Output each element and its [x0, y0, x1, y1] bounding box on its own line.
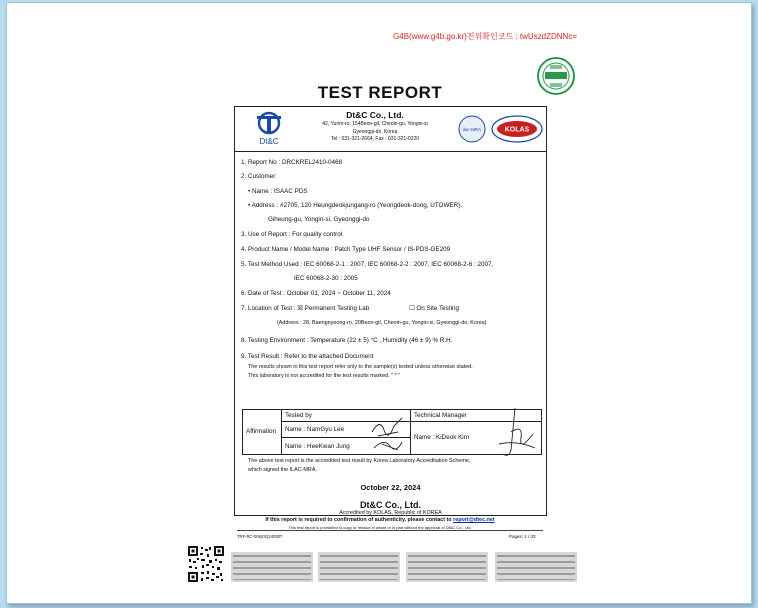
date-of-test: 6. Date of Test : October 01, 2024 ~ October 11, 2024 [241, 290, 391, 297]
company-block [297, 110, 453, 143]
certificate-box [234, 106, 547, 516]
company-phone: Tel : 031-321-2664, Fax : 031-321-0220 [330, 136, 420, 142]
accredited-statement-2: which signed the ILAC-MRA. [248, 467, 317, 473]
signature-2-icon [493, 404, 539, 462]
company-address-2: Gyeonggi-do, Korea [352, 128, 398, 135]
test-method-2: IEC 60068-2-30 : 2005 [294, 275, 358, 282]
location-of-test: 7. Location of Test : ☒ Permanent Testing Lab [241, 305, 370, 312]
signature-1-icon [368, 412, 408, 452]
result-note-2: This laboratory is not accredited for the test results marked. " * " [248, 373, 401, 379]
accredited-by: Accredited by KOLAS, Republic of KOREA [339, 510, 442, 516]
affirmation-label: Affirmation [246, 428, 276, 435]
tester-name-2: Name : HeeKwan Jung [285, 443, 350, 450]
authenticity-notice [179, 517, 581, 523]
qr-code-icon [187, 545, 225, 583]
certificate-header [235, 107, 546, 152]
authenticity-text: If this report is required to confirmation of authenticity, please contact to [265, 517, 452, 523]
copy-prohibition: This test report is prohibited to copy or reissue in whole or in part without the approval of Dt&C Co., Ltd. [288, 525, 472, 530]
tester-name-1: Name : NamGyu Lee [285, 426, 345, 433]
tested-by-label: Tested by [285, 412, 312, 419]
document-frame [6, 2, 752, 604]
accreditation-badges-icon [457, 114, 543, 144]
result-note-1: The results shown in this test report refer only to the sample(s) tested unless otherwise stated. [248, 364, 473, 370]
affirmation-table [242, 409, 542, 455]
technical-manager-label: Technical Manager [414, 412, 467, 419]
footer-company: Dt&C Co., Ltd. [360, 500, 421, 510]
report-page [179, 15, 581, 583]
security-pattern-4-icon [495, 552, 577, 582]
accredited-statement-1: The above test report is the accredited test result by Korea Laboratory Accreditation Scheme, [248, 458, 471, 464]
company-address-1: 42, Yurim-ro, 154Beon-gil, Cheoin-gu, Yongin-si [322, 121, 428, 127]
technical-manager-cell [411, 410, 541, 454]
page-count: Pages: 1 / 33 [509, 534, 536, 539]
customer-address-2: Giheung-gu, Yongin-si, Gyeonggi-do [268, 216, 370, 223]
manager-name: Name : KiDeok Kim [414, 434, 469, 441]
on-site-testing: ☐ On Site Testing [409, 305, 459, 312]
security-pattern-1-icon [231, 552, 313, 582]
footer-rule [237, 530, 543, 531]
location-address: (Address : 28, Baengnyeong-ro, 20Beon-gil, Cheoin-gu, Yongin-si, Gyeonggi-do, Korea) [277, 320, 487, 326]
security-pattern-2-icon [318, 552, 400, 582]
customer-name: • Name : ISAAC PDS [248, 188, 308, 195]
report-number: 1. Report No : DRCKREL2410-0468 [241, 159, 343, 166]
issue-date: October 22, 2024 [360, 483, 421, 492]
report-title: TEST REPORT [317, 83, 443, 102]
use-of-report: 3. Use of Report : For quality control [241, 231, 343, 238]
form-number: TRF-RC-006(02)240307 [237, 534, 283, 539]
ilac-badge-text: ilac-MRA [462, 127, 482, 132]
verification-code: G4B(www.g4b.go.kr)진위확인코드 : twUszdZDNNc= [393, 32, 577, 41]
logo-text: Dt&C [259, 137, 279, 146]
tested-by-cell [282, 410, 411, 454]
dtc-logo-icon [249, 111, 289, 147]
authenticity-email[interactable]: report@dtec.net [453, 517, 495, 523]
kolas-badge-text: KOLAS [504, 126, 530, 134]
customer-heading: 2. Customer [241, 173, 276, 180]
security-pattern-3-icon [406, 552, 488, 582]
test-result: 9. Test Result : Refer to the attached Document [241, 353, 374, 360]
test-method-1: 5. Test Method Used : IEC 60068-2-1 : 2007, IEC 60068-2-2 : 2007, IEC 60068-2-6 : 2007, [241, 261, 494, 268]
product-name: 4. Product Name / Model Name : Patch Type UHF Sensor / IS-PDS-GE209 [241, 246, 451, 253]
testing-environment: 8. Testing Environment : Temperature (22 ± 5) °C , Humidity (46 ± 9) % R.H. [241, 337, 453, 344]
customer-address-1: • Address : #2705, 120 Heungdeokjungang-ro (Yeongdeok-dong, UTOWER), [248, 202, 462, 209]
company-name: Dt&C Co., Ltd. [346, 110, 404, 120]
affirmation-label-cell [243, 410, 282, 454]
